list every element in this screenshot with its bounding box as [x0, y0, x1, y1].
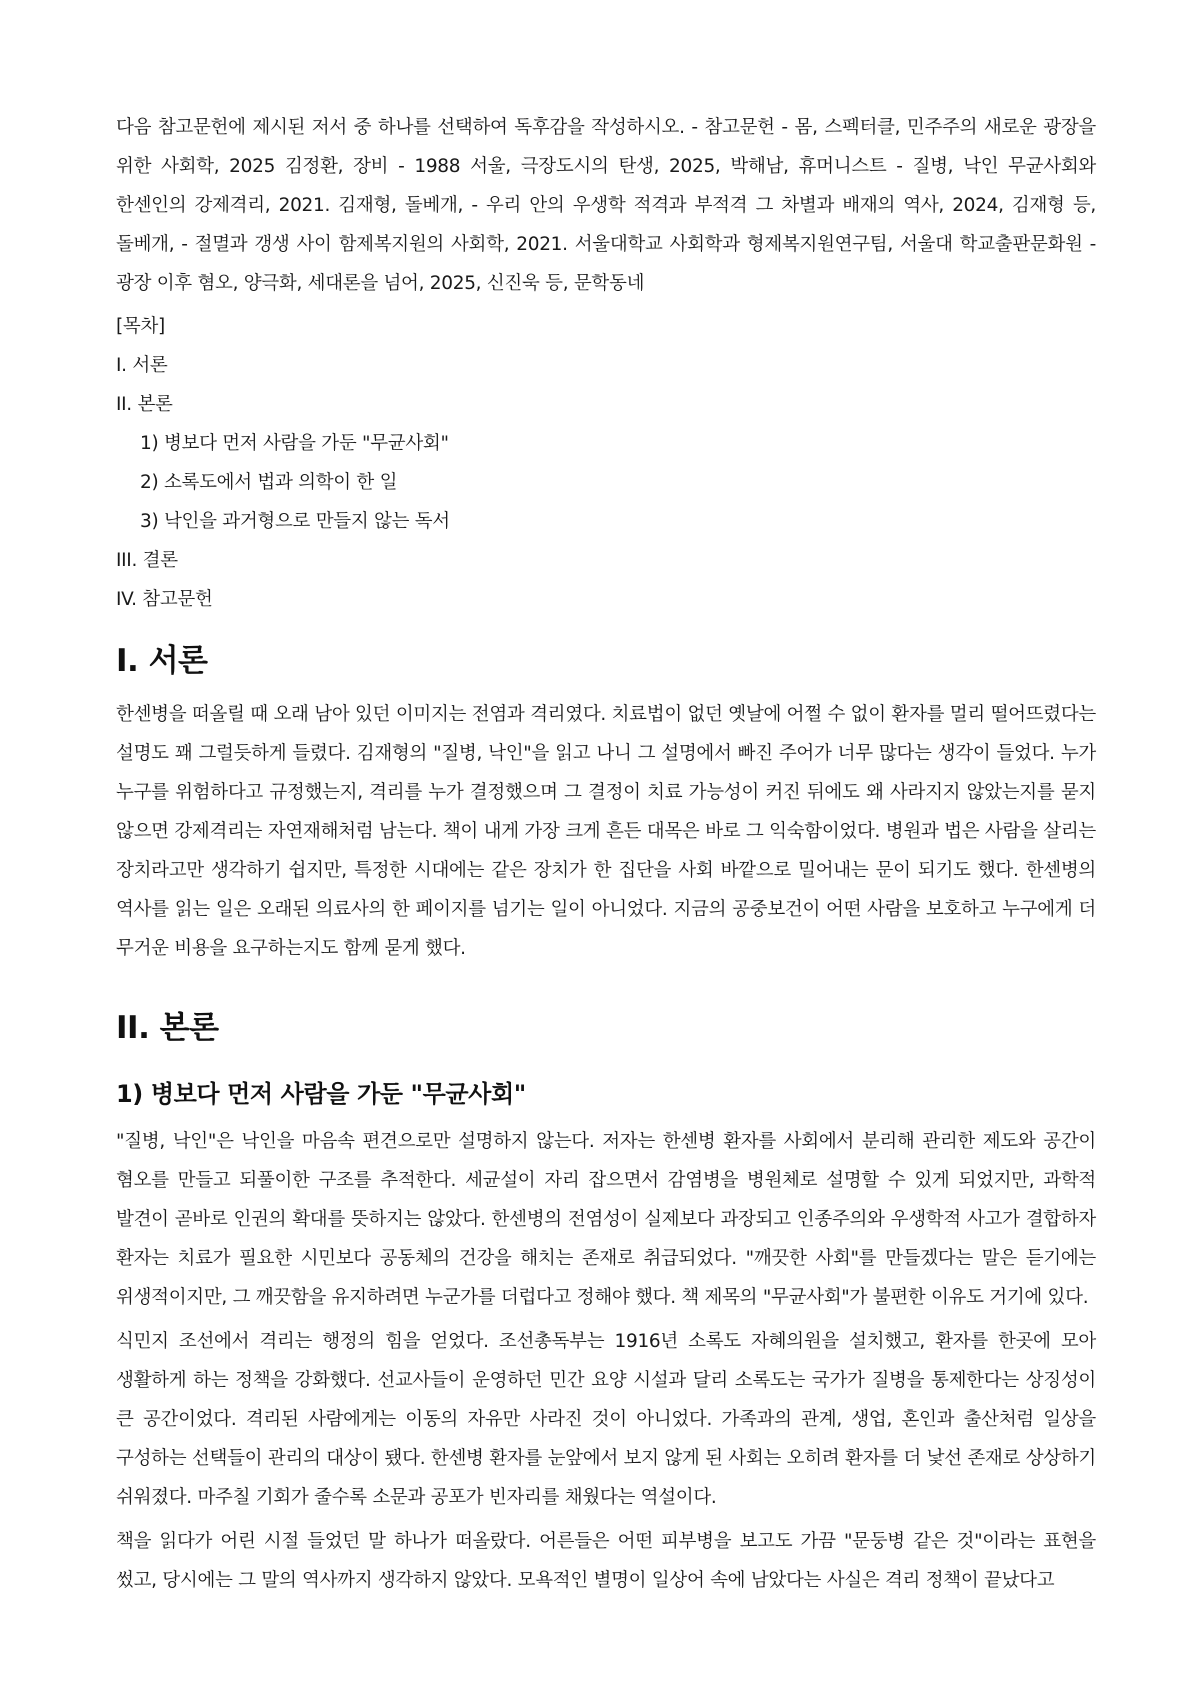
assignment-prompt: 다음 참고문헌에 제시된 저서 중 하나를 선택하여 독후감을 작성하시오. - 참고문헌 - 몸, 스펙터클, 민주주의 새로운 광장을 위한 사회학, 2025 김정환, 장비 - 1988 서울, 극장도시의 탄생, 2025, 박해남, 휴머니스트 - 질병, 낙인 무균사회와 한센인의 강제격리, 2021. 김재형, 돌베개, - 우리 안의 우생학 적격과 부적격 그 차별과 배재의 역사, 2024, 김재형 등, 돌베개, - 절멸과 갱생 사이 함제복지원의 사회학, 2021. 서울대학교 사회학과 형제복지원연구팀, 서울대 학교출판문화원 - 광장 이후 혐오, 양극화, 세대론을 넘어, 2025, 신진욱 등, 문학동네 — [116, 117, 1096, 294]
section-1-paragraph-1: "질병, 낙인"은 낙인을 마음속 편견으로만 설명하지 않는다. 저자는 한센병 환자를 사회에서 분리해 관리한 제도와 공간이 혐오를 만들고 되풀이한 구조를 추적한다. 세균설이 자리 잡으면서 감염병을 병원체로 설명할 수 있게 되었지만, 과학적 발견이 곧바로 인권의 확대를 뜻하지는 않았다. 한센병의 전염성이 실제보다 과장되고 인종주의와 우생학적 사고가 결합하자 환자는 치료가 필요한 시민보다 공동체의 건강을 해치는 존재로 취급되었다. "깨끗한 사회"를 만들겠다는 말은 듣기에는 위생적이지만, 그 깨끗함을 유지하려면 누군가를 더럽다고 정해야 했다. 책 제목의 "무균사회"가 불편한 이유도 거기에 있다. — [116, 1131, 1097, 1308]
section-1-heading: 1) 병보다 먼저 사람을 가둔 "무균사회" — [116, 1080, 526, 1108]
table-of-contents — [116, 307, 1096, 619]
body-heading: II. 본론 — [116, 1010, 219, 1046]
toc-item-body-3: 3) 낙인을 과거형으로 만들지 않는 독서 — [140, 511, 450, 532]
toc-item-references: IV. 참고문헌 — [116, 589, 213, 610]
toc-item-intro: I. 서론 — [116, 355, 168, 376]
toc-item-body-1: 1) 병보다 먼저 사람을 가둔 "무균사회" — [140, 433, 449, 454]
toc-title: [목차] — [116, 316, 165, 337]
toc-item-body-2: 2) 소록도에서 법과 의학이 한 일 — [140, 472, 398, 493]
intro-paragraph: 한센병을 떠올릴 때 오래 남아 있던 이미지는 전염과 격리였다. 치료법이 없던 옛날에 어쩔 수 없이 환자를 멀리 떨어뜨렸다는 설명도 꽤 그럴듯하게 들렸다. 김재형의 "질병, 낙인"을 읽고 나니 그 설명에서 빠진 주어가 너무 많다는 생각이 들었다. 누가 누구를 위험하다고 규정했는지, 격리를 누가 결정했으며 그 결정이 치료 가능성이 커진 뒤에도 왜 사라지지 않았는지를 묻지 않으면 강제격리는 자연재해처럼 남는다. 책이 내게 가장 크게 흔든 대목은 바로 그 익숙함이었다. 병원과 법은 사람을 살리는 장치라고만 생각하기 쉽지만, 특정한 시대에는 같은 장치가 한 집단을 사회 바깥으로 밀어내는 문이 되기도 했다. 한센병의 역사를 읽는 일은 오래된 의료사의 한 페이지를 넘기는 일이 아니었다. 지금의 공중보건이 어떤 사람을 보호하고 누구에게 더 무거운 비용을 요구하는지도 함께 묻게 했다. — [116, 704, 1096, 959]
section-1-paragraph-2: 식민지 조선에서 격리는 행정의 힘을 얻었다. 조선총독부는 1916년 소록도 자혜의원을 설치했고, 환자를 한곳에 모아 생활하게 하는 정책을 강화했다. 선교사들이 운영하던 민간 요양 시설과 달리 소록도는 국가가 질병을 통제한다는 상징성이 큰 공간이었다. 격리된 사람에게는 이동의 자유만 사라진 것이 아니었다. 가족과의 관계, 생업, 혼인과 출산처럼 일상을 구성하는 선택들이 관리의 대상이 됐다. 한센병 환자를 눈앞에서 보지 않게 된 사회는 오히려 환자를 더 낯선 존재로 상상하기 쉬워졌다. 마주칠 기회가 줄수록 소문과 공포가 빈자리를 채웠다는 역설이다. — [116, 1331, 1096, 1508]
section-1-paragraph-3: 책을 읽다가 어린 시절 들었던 말 하나가 떠올랐다. 어른들은 어떤 피부병을 보고도 가끔 "문둥병 같은 것"이라는 표현을 썼고, 당시에는 그 말의 역사까지 생각하지 않았다. 모욕적인 별명이 일상어 속에 남았다는 사실은 격리 정책이 끝났다고 — [116, 1531, 1096, 1591]
toc-item-body: II. 본론 — [116, 394, 173, 415]
intro-heading: I. 서론 — [116, 643, 208, 679]
toc-item-conclusion: III. 결론 — [116, 550, 178, 571]
